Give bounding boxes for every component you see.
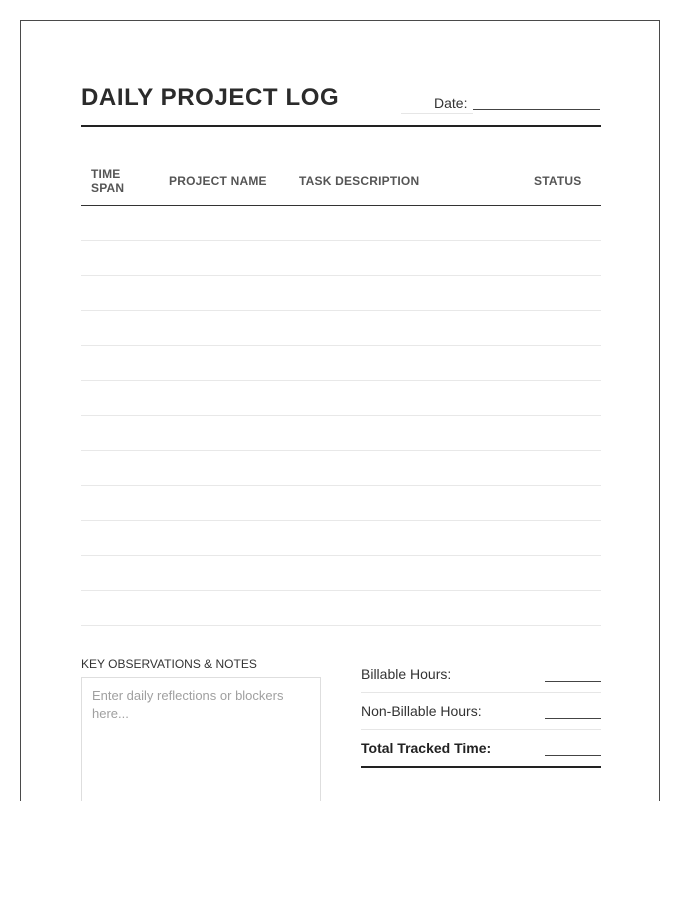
table-row[interactable]: [81, 416, 601, 451]
date-label: Date:: [434, 95, 468, 111]
table-row[interactable]: [81, 381, 601, 416]
summary-divider: [361, 692, 601, 693]
total-tracked-time-label: Total Tracked Time:: [361, 740, 492, 756]
table-row[interactable]: [81, 556, 601, 591]
table-row[interactable]: [81, 486, 601, 521]
total-tracked-time-field[interactable]: [545, 755, 601, 756]
table-row[interactable]: [81, 276, 601, 311]
title-divider: [81, 125, 601, 127]
table-row[interactable]: [81, 241, 601, 276]
table-row[interactable]: [81, 206, 601, 241]
notes-label: KEY OBSERVATIONS & NOTES: [81, 657, 257, 671]
column-header-status: STATUS: [534, 174, 582, 188]
date-field[interactable]: [473, 109, 600, 110]
table-row[interactable]: [81, 346, 601, 381]
total-divider: [361, 766, 601, 768]
page-cutoff-area: [0, 801, 700, 900]
non-billable-hours-label: Non-Billable Hours:: [361, 703, 482, 719]
notes-textarea[interactable]: [81, 677, 321, 807]
table-row[interactable]: [81, 311, 601, 346]
summary-divider: [361, 729, 601, 730]
column-header-project-name: PROJECT NAME: [169, 174, 267, 188]
table-row[interactable]: [81, 591, 601, 626]
billable-hours-label: Billable Hours:: [361, 666, 452, 682]
billable-hours-field[interactable]: [545, 681, 601, 682]
total-tracked-time-row: [361, 740, 601, 777]
date-underline-guide: [401, 113, 473, 114]
non-billable-hours-field[interactable]: [545, 718, 601, 719]
column-header-time-line2: SPAN: [91, 181, 125, 195]
non-billable-hours-row: [361, 703, 601, 740]
table-row[interactable]: [81, 521, 601, 556]
column-header-time-span: [91, 167, 141, 195]
billable-hours-row: [361, 666, 601, 703]
column-header-time-line1: TIME: [91, 167, 121, 181]
column-header-task-description: TASK DESCRIPTION: [299, 174, 420, 188]
page-title: DAILY PROJECT LOG: [81, 84, 340, 111]
table-row[interactable]: [81, 451, 601, 486]
